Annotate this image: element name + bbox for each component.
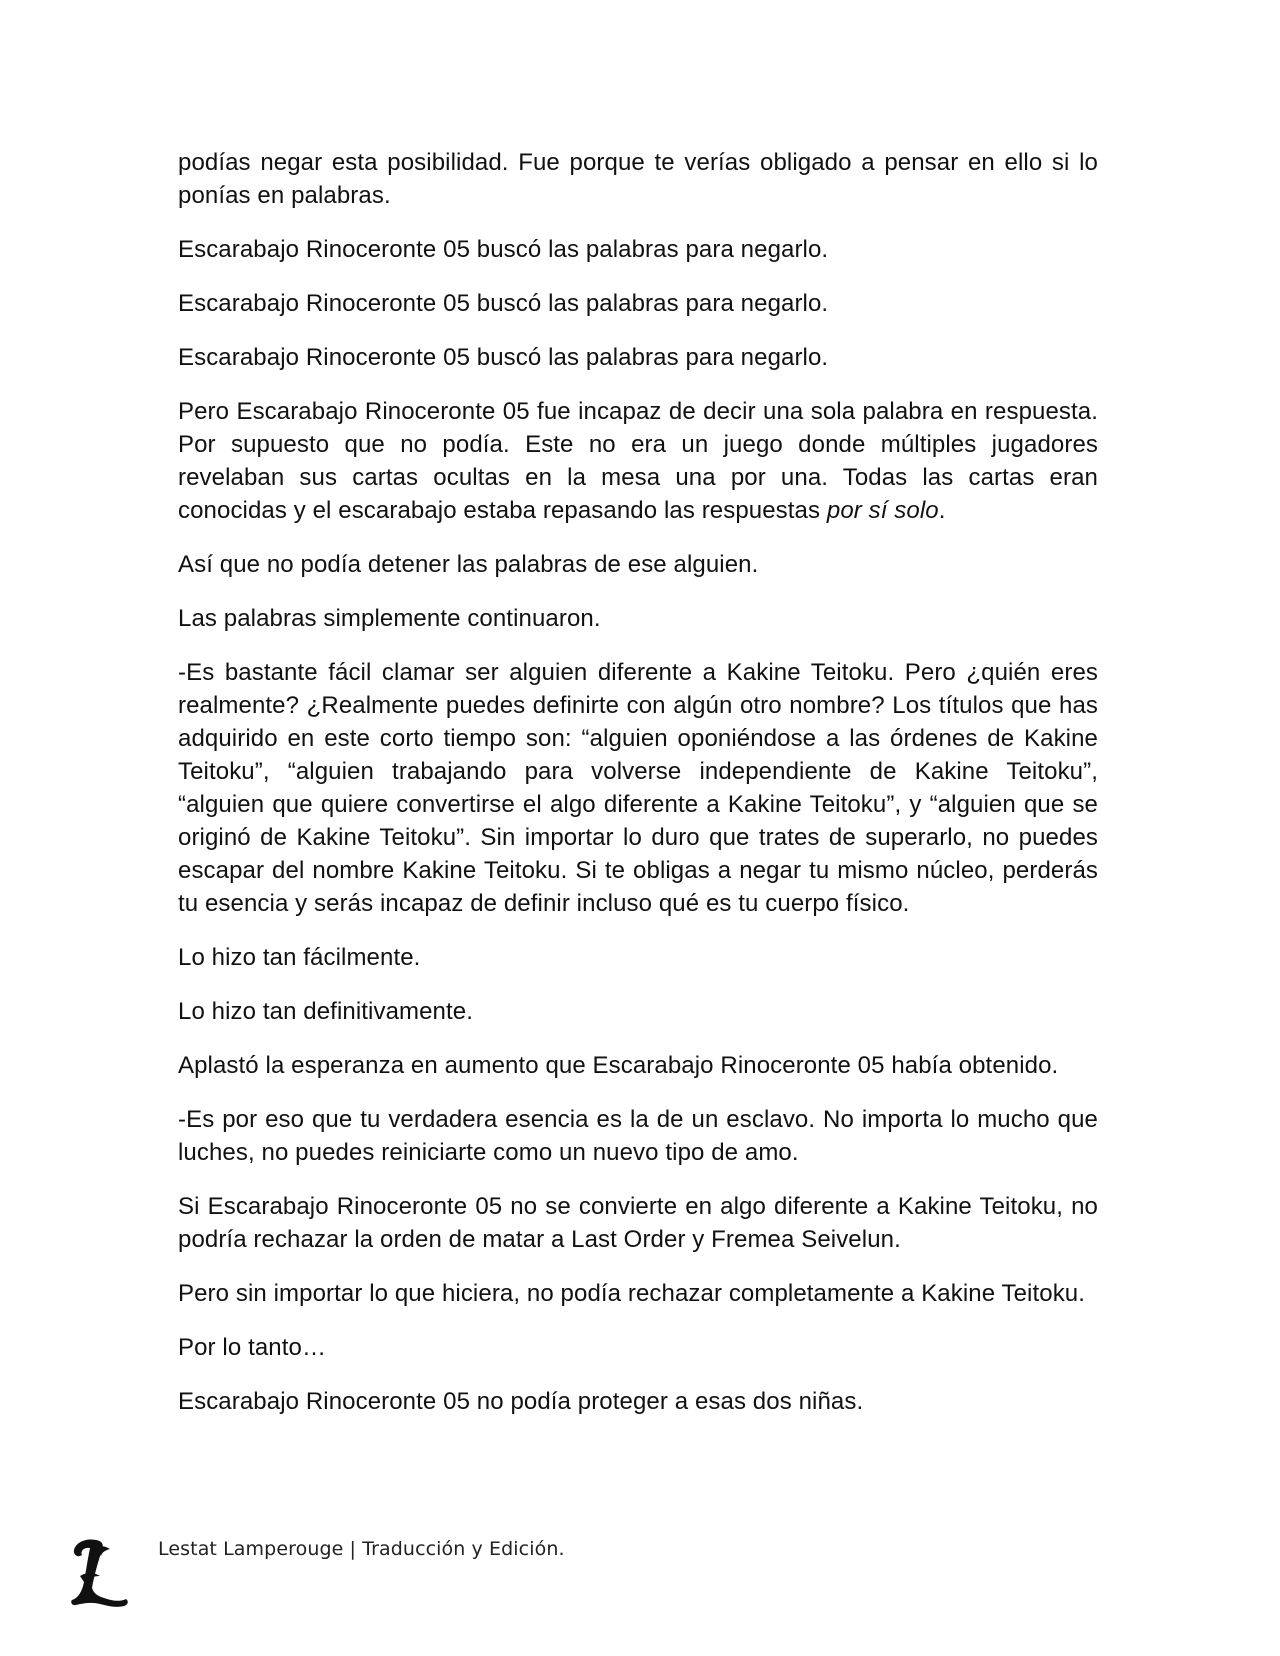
paragraph-5 (178, 395, 1098, 527)
paragraph-1: podías negar esta posibilidad. Fue porque te verías obligado a pensar en ello si lo ponías en palabras. (178, 149, 1098, 209)
paragraph-12: -Es por eso que tu verdadera esencia es la de un esclavo. No importa lo mucho que luches, no puedes reiniciarte como un nuevo tipo de amo. (178, 1106, 1098, 1166)
paragraph-13: Si Escarabajo Rinoceronte 05 no se convierte en algo diferente a Kakine Teitoku, no podría rechazar la orden de matar a Last Order y Fremea Seivelun. (178, 1193, 1098, 1253)
footer-credit: Lestat Lamperouge | Traducción y Edición. (158, 1538, 565, 1560)
paragraph-9: Lo hizo tan fácilmente. (178, 944, 421, 971)
paragraph-10: Lo hizo tan definitivamente. (178, 998, 473, 1025)
paragraph-15: Por lo tanto… (178, 1334, 327, 1361)
gothic-letter-l-logo-icon (66, 1536, 130, 1612)
paragraph-7: Las palabras simplemente continuaron. (178, 605, 601, 632)
paragraph-2: Escarabajo Rinoceronte 05 buscó las palabras para negarlo. (178, 236, 829, 263)
paragraph-11: Aplastó la esperanza en aumento que Escarabajo Rinoceronte 05 había obtenido. (178, 1052, 1059, 1079)
paragraph-8: -Es bastante fácil clamar ser alguien diferente a Kakine Teitoku. Pero ¿quién eres realmente? ¿Realmente puedes definirte con algún otro nombre? Los títulos que has adquirido en este corto tiempo son: “alguien oponiéndose a las órdenes de Kakine Teitoku”, “alguien trabajando para volverse independiente de Kakine Teitoku”, “alguien que quiere convertirse el algo diferente a Kakine Teitoku”, y “alguien que se originó de Kakine Teitoku”. Sin importar lo duro que trates de superarlo, no puedes escapar del nombre Kakine Teitoku. Si te obligas a negar tu mismo núcleo, perderás tu esencia y serás incapaz de definir incluso qué es tu cuerpo físico. (178, 659, 1098, 917)
paragraph-14: Pero sin importar lo que hiciera, no podía rechazar completamente a Kakine Teitoku. (178, 1280, 1086, 1307)
page-footer (66, 1536, 766, 1616)
paragraph-5-after: . (938, 497, 946, 524)
paragraph-3: Escarabajo Rinoceronte 05 buscó las palabras para negarlo. (178, 290, 829, 317)
paragraph-16: Escarabajo Rinoceronte 05 no podía proteger a esas dos niñas. (178, 1388, 864, 1415)
paragraph-5-emphasis: por sí solo (826, 497, 939, 524)
document-body (178, 146, 1098, 1439)
paragraph-4: Escarabajo Rinoceronte 05 buscó las palabras para negarlo. (178, 344, 829, 371)
paragraph-6: Así que no podía detener las palabras de ese alguien. (178, 551, 759, 578)
paragraph-5-text: Pero Escarabajo Rinoceronte 05 fue incapaz de decir una sola palabra en respuesta. Por supuesto que no podía. Este no era un juego donde múltiples jugadores revelaban sus cartas ocultas en la mesa una por una. Todas las cartas eran conocidas y el escarabajo estaba repasando las respuestas (178, 398, 1098, 524)
